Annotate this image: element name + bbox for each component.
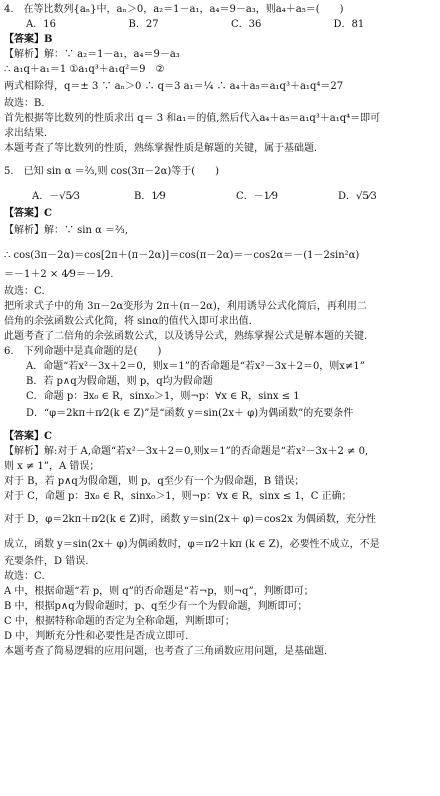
q6-analysis-3: 对于 B，若 p∧q为假命题，则 p，q至少有一个为假命题，B 错误； [4, 476, 305, 487]
q4-analysis-5: 首先根据等比数列的性质求出 q＝ 3 和a₁＝的值,然后代入a₄＋a₅＝a₁q³＋a₁q⁴＝即可 [4, 113, 381, 124]
q5-option-c: C．－1⁄9 [236, 191, 279, 202]
q5-option-b: B．1⁄9 [134, 191, 166, 202]
q6-analysis-12: D 中，判断充分性和必要性是否成立即可． [4, 631, 196, 642]
q4-analysis-6: 求出结果． [4, 128, 54, 139]
q6-analysis-8: 故选：C． [4, 571, 52, 582]
q6-answer: 【答案】C [4, 431, 52, 442]
q5-analysis-2: ∴ cos(3π－2α)＝cos[2π＋(π－2α)]＝cos(π－2α)＝－cos2α＝－(1－2sin²α) [4, 250, 360, 261]
q6-analysis-5: 对于 D，φ＝2kπ＋π⁄2(k ∈ Z)时，函数 y＝sin(2x＋ φ)＝cos2x 为偶函数，充分性 [4, 514, 376, 525]
q6-option-d: D．“φ＝2kπ＋π⁄2(k ∈ Z)”是“函数 y＝sin(2x＋ φ)为偶函数”的充要条件 [26, 408, 354, 419]
q6-option-a: A．命题“若x²－3x＋2＝0，则x＝1”的否命题是“若x²－3x＋2＝0，则x≠1” [26, 361, 365, 372]
q5-option-d: D．√5⁄3 [338, 191, 377, 202]
q5-answer: 【答案】C [4, 208, 52, 219]
q4-option-a: A．16 [26, 19, 56, 30]
q4-stem: 4. 在等比数列{aₙ}中，aₙ＞0，a₂＝1－a₁，a₄＝9－a₃，则a₄＋a₅＝( ) [4, 4, 344, 15]
q4-analysis-4: 故选：B． [4, 98, 52, 109]
q6-stem: 6. 下列命题中是真命题的是( ) [4, 346, 162, 357]
q6-analysis-9: A 中，根据命题“若 p，则 q”的否命题是“若¬p，则¬q”，判断即可； [4, 586, 314, 597]
q6-analysis-13: 本题考查了简易逻辑的应用问题，也考查了三角函数应用问题，是基础题． [4, 646, 334, 657]
q5-analysis-5: 把所求式子中的角 3π－2α变形为 2π＋(π－2α)，利用诱导公式化简后，再利用二 [4, 301, 367, 312]
q5-analysis-7: 此题考查了二倍角的余弦函数公式，以及诱导公式，熟练掌握公式是解本题的关键． [4, 331, 374, 342]
q6-analysis-2: 则 x ≠ 1”，A 错误； [4, 461, 100, 472]
q4-option-c: C．36 [231, 19, 262, 30]
q4-options [4, 17, 436, 32]
q6-option-c: C．命题 p：∃x₀ ∈ R，sinx₀＞1，则¬p：∀x ∈ R，sinx ≤ 1 [26, 391, 300, 402]
q4-analysis-1: 【解析】解：∵ a₂＝1－a₁，a₄＝9－a₃ [4, 49, 180, 60]
q4-option-b: B．27 [128, 19, 159, 30]
q5-options [4, 187, 436, 206]
q4-analysis-2: ∴ a₁q＋a₁＝1 ①a₁q³＋a₁q²＝9 ② [4, 64, 165, 75]
q4-option-d: D．81 [333, 19, 365, 30]
q4-analysis-3: 两式相除得，q＝± 3 ∵ aₙ＞0 ∴ q＝3 a₁＝¼ ∴ a₄＋a₅＝a₁q³＋a₁q⁴＝27 [4, 81, 344, 92]
q6-analysis-1: 【解析】解:对于 A,命题“若x²－3x＋2＝0,则x＝1”的否命题是“若x²－3x＋2 ≠ 0, [4, 446, 369, 457]
q6-analysis-7: 充要条件，D 错误． [4, 556, 96, 567]
q6-analysis-6: 成立，函数 y＝sin(2x＋ φ)为偶函数时，φ＝π⁄2＋kπ (k ∈ Z)，必要性不成立，不是 [4, 539, 380, 550]
q5-analysis-3: ＝－1＋2 × 4⁄9＝－1⁄9. [4, 269, 114, 280]
q4-answer: 【答案】B [4, 34, 53, 45]
q5-analysis-4: 故选：C． [4, 286, 52, 297]
q4-analysis-7: 本题考查了等比数列的性质，熟练掌握性质是解题的关键，属于基础题． [4, 143, 324, 154]
q6-option-b: B．若 p∧q为假命题，则 p，q均为假命题 [26, 376, 213, 387]
q6-analysis-10: B 中，根据p∧q为假命题时，p、q至少有一个为假命题，判断即可； [4, 601, 308, 612]
q5-option-a: A．－√5⁄3 [32, 191, 80, 202]
q6-analysis-11: C 中，根据特称命题的否定为全称命题，判断即可； [4, 616, 235, 627]
q5-analysis-1: 【解析】解：∵ sin α ＝⅔, [4, 225, 128, 236]
q6-analysis-4: 对于 C，命题 p：∃x₀ ∈ R，sinx₀＞1，则¬p：∀x ∈ R，sinx ≤ 1，C 正确； [4, 491, 352, 502]
q5-analysis-6: 倍角的余弦函数公式化简，将 sinα的值代入即可求出值． [4, 316, 259, 327]
q5-stem: 5. 已知 sin α ＝⅔,则 cos(3π－2α)等于( ) [4, 166, 220, 177]
